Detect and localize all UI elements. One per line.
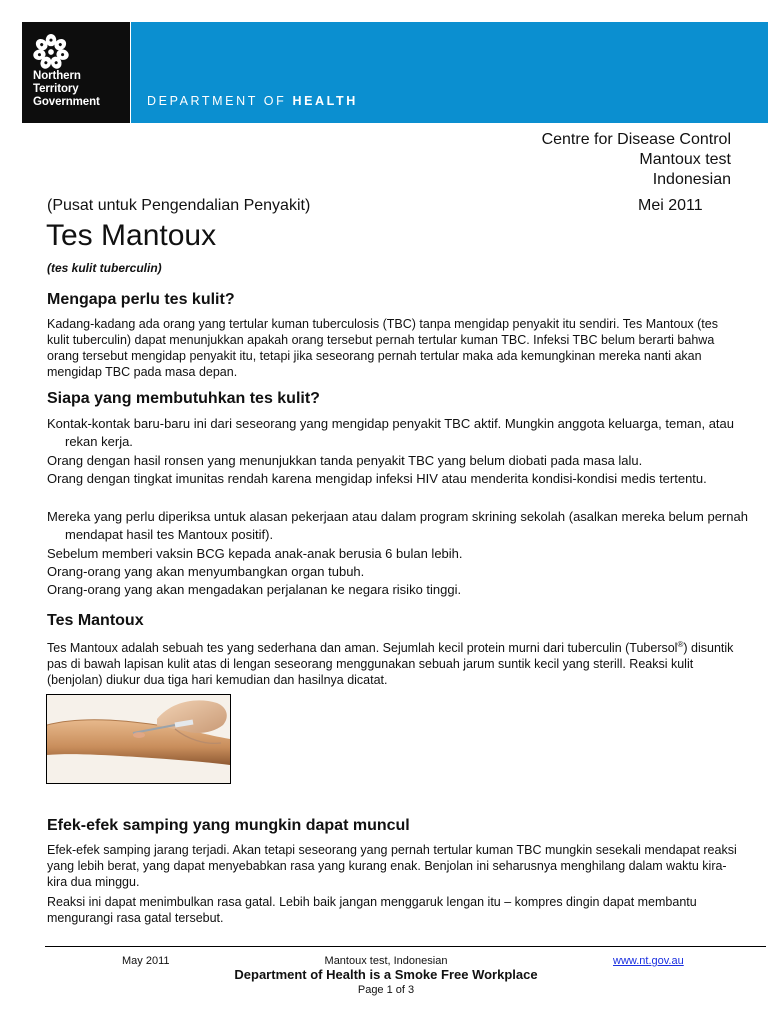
page-number: Page 1 of 3 <box>357 984 415 996</box>
list-item: Sebelum memberi vaksin BCG kepada anak-anak berusia 6 bulan lebih. <box>47 546 463 561</box>
list-item: Kontak-kontak baru-baru ini dari seseorang yang mengidap penyakit TBC aktif. Mungkin anggota keluarga, teman, atau rekan kerja. <box>47 416 735 449</box>
list-item: Orang dengan hasil ronsen yang menunjukkan tanda penyakit TBC yang belum diobati pada masa lalu. <box>47 453 643 468</box>
page-subtitle: (tes kulit tuberculin) <box>47 261 162 275</box>
footer-document-name: Mantoux test, Indonesian <box>324 955 448 967</box>
department-bold: HEALTH <box>292 94 358 108</box>
footer-divider <box>45 946 766 947</box>
department-banner <box>131 22 768 123</box>
list-item: Orang-orang yang akan mengadakan perjalanan ke negara risiko tinggi. <box>47 582 462 597</box>
arm-injection-illustration <box>47 695 230 783</box>
language-label: Indonesian <box>652 171 731 188</box>
section-body-side-effects-1: Efek-efek samping jarang terjadi. Akan tetapi seseorang yang pernah tertular kuman TBC mungkin sesekali mendapat reaksi yang lebih berat, yang dapat menyebabkan rasa yang kurang enak. Benjolan ini seharusnya menghilang dalam waktu kira-kira dua minggu. <box>47 843 737 889</box>
smoke-free-notice: Department of Health is a Smoke Free Workplace <box>234 967 538 982</box>
department-prefix: DEPARTMENT OF <box>147 94 293 108</box>
nt-government-logo <box>22 22 130 123</box>
centre-name: Centre for Disease Control <box>541 131 731 148</box>
mantoux-injection-photo <box>46 694 231 784</box>
list-item: Orang-orang yang akan menyumbangkan organ tubuh. <box>47 564 365 579</box>
test-name: Mantoux test <box>639 151 731 168</box>
section-body-why: Kadang-kadang ada orang yang tertular kuman tuberculosis (TBC) tanpa mengidap penyakit itu sendiri. Tes Mantoux (tes kulit tuberculin) dapat menunjukkan apakah orang tersebut pernah tertular kuman TBC. Infeksi TBC belum berarti bahwa orang tersebut mengidap penyakit itu, tetapi jika seseorang pernah tertular maka ada kemungkinan mereka nanti akan mengidap TBC pada masa depan. <box>47 317 718 379</box>
section-heading-side-effects: Efek-efek samping yang mungkin dapat muncul <box>47 817 410 834</box>
section-heading-who: Siapa yang membutuhkan tes kulit? <box>47 390 320 407</box>
section-body-side-effects-2: Reaksi ini dapat menimbulkan rasa gatal. Lebih baik jangan menggaruk lengan itu – kompres dingin dapat membantu mengurangi rasa gatal tersebut. <box>47 895 697 925</box>
test-body-part1: Tes Mantoux adalah sebuah tes yang sederhana dan aman. Sejumlah kecil protein murni dari tuberculin (Tubersol <box>47 641 678 656</box>
centre-subtitle: (Pusat untuk Pengendalian Penyakit) <box>47 197 311 214</box>
org-name: Northern Territory Government <box>33 70 100 108</box>
test-body-part2: ) disuntik pas di bawah lapisan kulit atas di lengan seseorang menggunakan sebuah jarum suntik kecil yang sterill. Reaksi kulit (benjolan) diukur dua tiga hari kemudian dan hasilnya dicatat. <box>47 641 734 688</box>
department-name <box>147 94 358 108</box>
website-link[interactable]: www.nt.gov.au <box>613 955 684 967</box>
list-item: Orang dengan tingkat imunitas rendah karena mengidap infeksi HIV atau menderita kondisi-kondisi medis tertentu. <box>47 471 707 486</box>
section-heading-test: Tes Mantoux <box>47 612 144 629</box>
page-title: Tes Mantoux <box>46 219 217 252</box>
document-date: Mei 2011 <box>638 197 703 214</box>
footer-date: May 2011 <box>122 955 170 967</box>
nt-flower-logo-icon <box>32 33 70 71</box>
section-heading-why: Mengapa perlu tes kulit? <box>47 291 235 308</box>
section-body-test <box>47 637 737 688</box>
registered-mark: ® <box>677 640 684 649</box>
list-item: Mereka yang perlu diperiksa untuk alasan pekerjaan atau dalam program skrining sekolah (asalkan mereka belum pernah mendapat hasil tes Mantoux positif). <box>47 509 748 542</box>
